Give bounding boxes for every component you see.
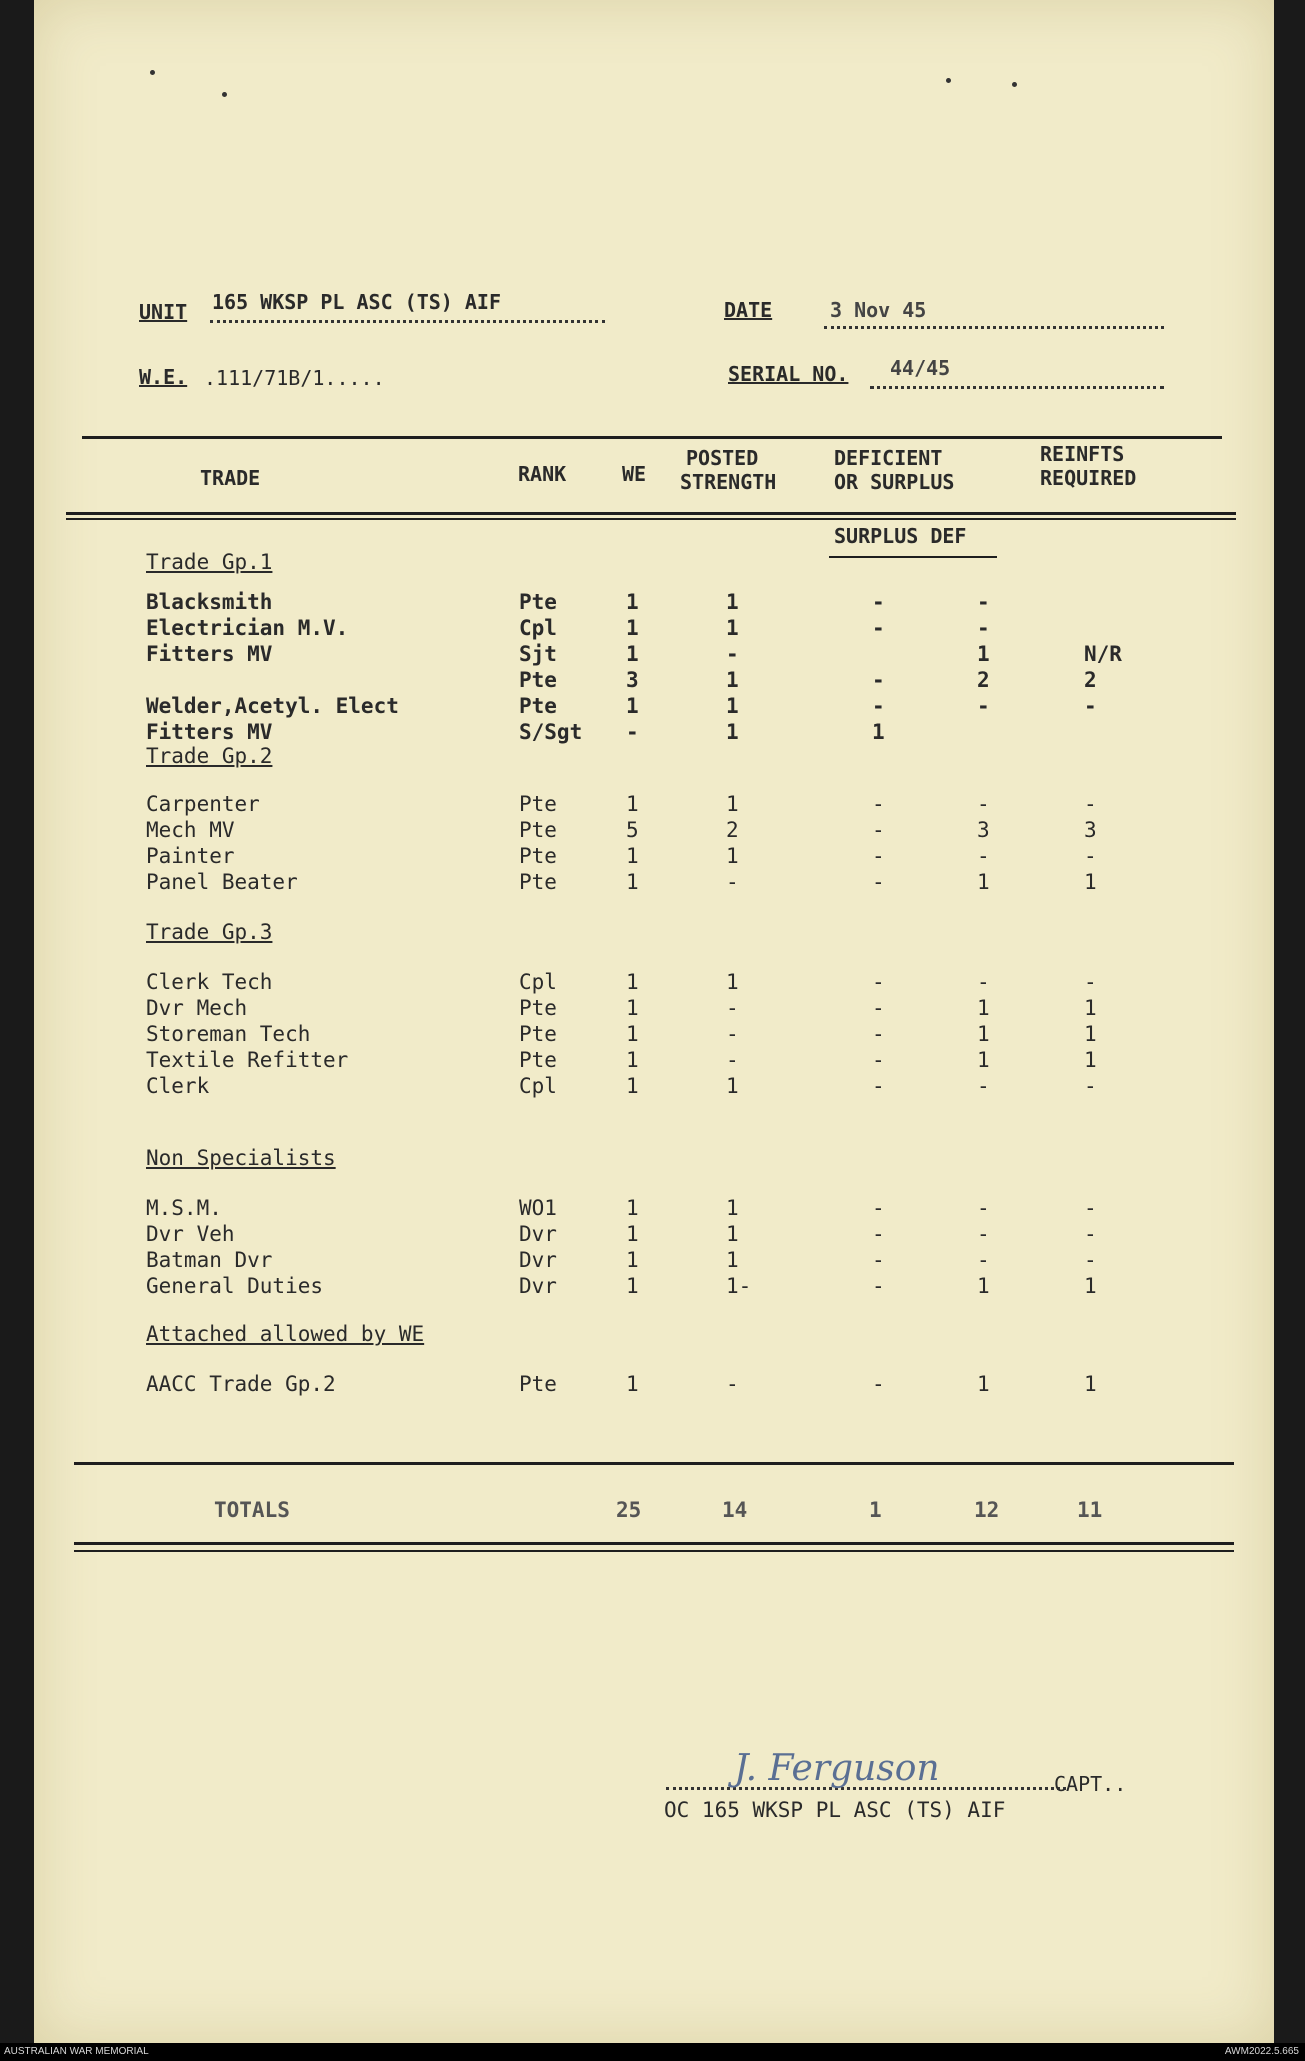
cell-we: 1 <box>626 642 639 666</box>
cell-trade: Fitters MV <box>146 642 273 666</box>
table-row <box>34 720 1274 745</box>
cell-surplus: 1 <box>872 720 885 744</box>
cell-trade: Panel Beater <box>146 870 298 894</box>
cell-rank: Pte <box>519 792 557 816</box>
totals-reinfts: 11 <box>1077 1498 1103 1522</box>
cell-surplus: - <box>872 818 885 842</box>
cell-def: 3 <box>977 818 990 842</box>
col-rank: RANK <box>518 462 567 486</box>
cell-def: 1 <box>977 1022 990 1046</box>
cell-posted: 1 <box>726 1074 739 1098</box>
table-row <box>34 616 1274 641</box>
cell-def: - <box>977 1074 990 1098</box>
col-posted-2: STRENGTH <box>680 470 777 494</box>
cell-we: 1 <box>626 1022 639 1046</box>
cell-posted: - <box>726 996 739 1020</box>
cell-reinfts: - <box>1084 970 1097 994</box>
cell-reinfts: - <box>1084 1248 1097 1272</box>
cell-reinfts: - <box>1084 1074 1097 1098</box>
unit-label: UNIT <box>139 300 188 324</box>
signature-title: OC 165 WKSP PL ASC (TS) AIF <box>664 1798 1006 1822</box>
totals-row <box>34 1498 1274 1523</box>
cell-rank: Dvr <box>519 1222 557 1246</box>
col-reinfts-2: REQUIRED <box>1040 466 1137 490</box>
table-row <box>34 1248 1274 1273</box>
table-row <box>34 818 1274 843</box>
archive-footer <box>0 2043 1305 2061</box>
cell-rank: Pte <box>519 996 557 1020</box>
cell-trade: Fitters MV <box>146 720 273 744</box>
section-title: Trade Gp.1 <box>146 550 273 574</box>
cell-surplus: - <box>872 1074 885 1098</box>
cell-rank: Pte <box>519 818 557 842</box>
cell-reinfts: 3 <box>1084 818 1097 842</box>
cell-posted: - <box>726 1022 739 1046</box>
cell-reinfts: - <box>1084 1222 1097 1246</box>
cell-we: - <box>626 720 639 744</box>
cell-surplus: - <box>872 1196 885 1220</box>
cell-surplus: - <box>872 970 885 994</box>
cell-reinfts: - <box>1084 792 1097 816</box>
cell-trade: Textile Refitter <box>146 1048 349 1072</box>
section-title: Non Specialists <box>146 1146 336 1170</box>
cell-trade: Painter <box>146 844 235 868</box>
totals-label: TOTALS <box>214 1498 290 1522</box>
cell-trade: AACC Trade Gp.2 <box>146 1372 336 1396</box>
cell-rank: Pte <box>519 668 557 692</box>
cell-posted: 1 <box>726 668 739 692</box>
surplus-def-rule <box>829 556 997 558</box>
cell-surplus: - <box>872 996 885 1020</box>
col-deficient-2: OR SURPLUS <box>834 470 955 494</box>
cell-posted: 1 <box>726 590 739 614</box>
cell-posted: 1 <box>726 970 739 994</box>
table-row <box>34 1048 1274 1073</box>
cell-posted: 1- <box>726 1274 752 1298</box>
cell-trade: Batman Dvr <box>146 1248 273 1272</box>
col-we: WE <box>622 462 647 486</box>
table-row <box>34 1196 1274 1221</box>
cell-we: 5 <box>626 818 639 842</box>
cell-we: 1 <box>626 1048 639 1072</box>
cell-we: 1 <box>626 870 639 894</box>
cell-posted: 1 <box>726 1196 739 1220</box>
table-row <box>34 1022 1274 1047</box>
top-rule <box>82 436 1222 439</box>
punch-mark <box>1012 82 1017 87</box>
serial-field <box>870 358 1164 389</box>
totals-we: 25 <box>616 1498 642 1522</box>
we-label: W.E. <box>139 365 188 389</box>
serial-label: SERIAL NO. <box>728 362 849 386</box>
we-value: .111/71B/1..... <box>204 366 385 390</box>
cell-posted: - <box>726 642 739 666</box>
cell-rank: Pte <box>519 1022 557 1046</box>
cell-surplus: - <box>872 1274 885 1298</box>
cell-rank: Cpl <box>519 970 557 994</box>
cell-rank: Pte <box>519 1048 557 1072</box>
punch-mark <box>222 92 227 97</box>
cell-rank: Cpl <box>519 616 557 640</box>
document-page <box>34 0 1274 2043</box>
col-trade: TRADE <box>200 466 261 490</box>
cell-def: 1 <box>977 1048 990 1072</box>
cell-trade: Clerk Tech <box>146 970 273 994</box>
header-rule-2 <box>66 518 1236 520</box>
cell-we: 1 <box>626 844 639 868</box>
cell-def: - <box>977 1222 990 1246</box>
col-posted-1: POSTED <box>686 446 759 470</box>
cell-we: 1 <box>626 792 639 816</box>
cell-def: - <box>977 694 990 718</box>
table-row <box>34 642 1274 667</box>
section-title: Trade Gp.2 <box>146 744 273 768</box>
unit-field <box>210 290 605 323</box>
col-deficient-1: DEFICIENT <box>834 446 943 470</box>
table-row <box>34 1074 1274 1099</box>
cell-rank: Pte <box>519 694 557 718</box>
cell-reinfts: 1 <box>1084 1022 1097 1046</box>
footer-right: AWM2022.5.665 <box>1224 2046 1299 2057</box>
cell-we: 1 <box>626 616 639 640</box>
table-row <box>34 970 1274 995</box>
cell-posted: 2 <box>726 818 739 842</box>
cell-we: 1 <box>626 970 639 994</box>
cell-def: - <box>977 616 990 640</box>
table-row <box>34 844 1274 869</box>
cell-surplus: - <box>872 694 885 718</box>
cell-rank: Sjt <box>519 642 557 666</box>
table-row <box>34 792 1274 817</box>
cell-trade: Electrician M.V. <box>146 616 349 640</box>
cell-rank: Pte <box>519 844 557 868</box>
cell-def: - <box>977 792 990 816</box>
cell-trade: Dvr Mech <box>146 996 248 1020</box>
table-row <box>34 694 1274 719</box>
cell-we: 1 <box>626 1372 639 1396</box>
cell-rank: S/Sgt <box>519 720 583 744</box>
cell-surplus: - <box>872 1222 885 1246</box>
table-row <box>34 590 1274 615</box>
cell-we: 1 <box>626 1074 639 1098</box>
cell-posted: 1 <box>726 720 739 744</box>
cell-reinfts: 1 <box>1084 1372 1097 1396</box>
cell-reinfts: - <box>1084 694 1097 718</box>
cell-we: 1 <box>626 590 639 614</box>
cell-trade: Welder,Acetyl. Elect <box>146 694 399 718</box>
cell-surplus: - <box>872 1048 885 1072</box>
cell-reinfts: 2 <box>1084 668 1097 692</box>
header-rule <box>66 512 1236 515</box>
cell-we: 1 <box>626 694 639 718</box>
table-row <box>34 870 1274 895</box>
cell-we: 1 <box>626 996 639 1020</box>
cell-surplus: - <box>872 1022 885 1046</box>
cell-reinfts: 1 <box>1084 1274 1097 1298</box>
table-row <box>34 668 1274 693</box>
cell-rank: Dvr <box>519 1274 557 1298</box>
section-title: Attached allowed by WE <box>146 1322 425 1346</box>
cell-def: - <box>977 844 990 868</box>
cell-def: 1 <box>977 1274 990 1298</box>
totals-surplus: 1 <box>869 1498 882 1522</box>
cell-def: 1 <box>977 1372 990 1396</box>
cell-we: 1 <box>626 1248 639 1272</box>
totals-def: 12 <box>974 1498 1000 1522</box>
cell-def: - <box>977 1248 990 1272</box>
totals-bottom-rule <box>74 1542 1234 1545</box>
serial-value: 44/45 <box>890 356 951 380</box>
col-surplus-def: SURPLUS DEF <box>834 524 967 548</box>
cell-def: - <box>977 1196 990 1220</box>
cell-reinfts: 1 <box>1084 870 1097 894</box>
cell-def: 1 <box>977 870 990 894</box>
table-row <box>34 996 1274 1021</box>
totals-bottom-rule-2 <box>74 1550 1234 1552</box>
col-reinfts-1: REINFTS <box>1040 442 1125 466</box>
cell-rank: Pte <box>519 590 557 614</box>
cell-def: 2 <box>977 668 990 692</box>
section-title: Trade Gp.3 <box>146 920 273 944</box>
cell-surplus: - <box>872 590 885 614</box>
cell-trade: Clerk <box>146 1074 210 1098</box>
cell-posted: - <box>726 870 739 894</box>
punch-mark <box>946 78 951 83</box>
cell-posted: 1 <box>726 616 739 640</box>
cell-posted: 1 <box>726 792 739 816</box>
cell-we: 3 <box>626 668 639 692</box>
date-value: 3 Nov 45 <box>830 298 927 322</box>
cell-rank: Pte <box>519 870 557 894</box>
unit-value: 165 WKSP PL ASC (TS) AIF <box>212 290 501 314</box>
cell-surplus: - <box>872 844 885 868</box>
cell-surplus: - <box>872 1372 885 1396</box>
cell-posted: - <box>726 1372 739 1396</box>
cell-trade: Dvr Veh <box>146 1222 235 1246</box>
table-row <box>34 1372 1274 1397</box>
cell-rank: Dvr <box>519 1248 557 1272</box>
cell-reinfts: - <box>1084 844 1097 868</box>
cell-rank: WO1 <box>519 1196 557 1220</box>
totals-posted: 14 <box>722 1498 748 1522</box>
cell-reinfts: 1 <box>1084 996 1097 1020</box>
cell-def: 1 <box>977 996 990 1020</box>
date-label: DATE <box>724 298 773 322</box>
signature: J. Ferguson <box>734 1748 940 1789</box>
cell-surplus: - <box>872 1248 885 1272</box>
cell-trade: Storeman Tech <box>146 1022 311 1046</box>
table-row <box>34 1274 1274 1299</box>
cell-reinfts: - <box>1084 1196 1097 1220</box>
punch-mark <box>150 70 155 75</box>
cell-we: 1 <box>626 1196 639 1220</box>
cell-trade: Mech MV <box>146 818 235 842</box>
cell-posted: 1 <box>726 1248 739 1272</box>
cell-rank: Cpl <box>519 1074 557 1098</box>
cell-surplus: - <box>872 668 885 692</box>
date-field <box>824 296 1164 329</box>
cell-reinfts: N/R <box>1084 642 1122 666</box>
cell-def: - <box>977 590 990 614</box>
cell-trade: Blacksmith <box>146 590 273 614</box>
cell-surplus: - <box>872 616 885 640</box>
cell-we: 1 <box>626 1274 639 1298</box>
cell-we: 1 <box>626 1222 639 1246</box>
cell-posted: 1 <box>726 844 739 868</box>
cell-surplus: - <box>872 870 885 894</box>
table-row <box>34 1222 1274 1247</box>
cell-surplus: - <box>872 792 885 816</box>
cell-trade: General Duties <box>146 1274 324 1298</box>
cell-posted: 1 <box>726 1222 739 1246</box>
footer-left: AUSTRALIAN WAR MEMORIAL <box>4 2046 149 2057</box>
cell-trade: Carpenter <box>146 792 260 816</box>
cell-posted: 1 <box>726 694 739 718</box>
cell-trade: M.S.M. <box>146 1196 222 1220</box>
cell-def: 1 <box>977 642 990 666</box>
totals-top-rule <box>74 1462 1234 1465</box>
signature-rank: CAPT.. <box>1054 1772 1127 1796</box>
cell-posted: - <box>726 1048 739 1072</box>
cell-reinfts: 1 <box>1084 1048 1097 1072</box>
cell-rank: Pte <box>519 1372 557 1396</box>
cell-def: - <box>977 970 990 994</box>
